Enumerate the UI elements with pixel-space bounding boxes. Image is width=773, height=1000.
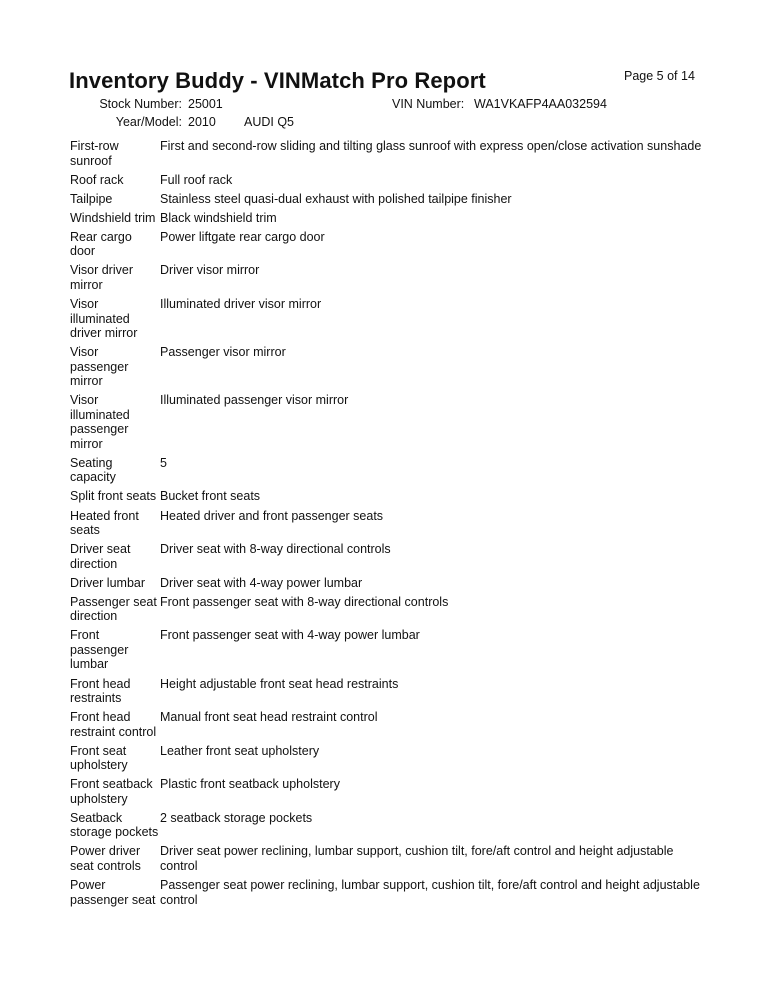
feature-row (70, 345, 710, 393)
feature-value: Passenger seat power reclining, lumbar support, cushion tilt, fore/aft control and height adjustable control (160, 878, 700, 907)
feature-row (70, 878, 710, 912)
feature-row (70, 844, 710, 878)
feature-row (70, 677, 710, 711)
feature-row (70, 263, 710, 297)
feature-name: Driver lumbar (70, 575, 146, 590)
feature-name: Driver seat direction (70, 542, 131, 571)
feature-row (70, 230, 710, 264)
feature-value: Front passenger seat with 8-way directional controls (160, 594, 449, 609)
feature-row (70, 297, 710, 345)
feature-value: Stainless steel quasi-dual exhaust with polished tailpipe finisher (160, 191, 512, 206)
feature-name: Roof rack (70, 172, 124, 187)
feature-value: Manual front seat head restraint control (160, 710, 378, 725)
feature-name: Power passenger seat (70, 878, 156, 907)
feature-value: Bucket front seats (160, 489, 261, 504)
feature-name: Power driver seat controls (70, 844, 141, 873)
vin-number-label: VIN Number: (392, 97, 465, 111)
page-number: Page 5 of 14 (624, 69, 695, 83)
feature-name: Seatback storage pockets (70, 810, 159, 840)
feature-value: Driver visor mirror (160, 263, 260, 278)
feature-name: Visor driver mirror (70, 263, 133, 292)
vin-number-value: WA1VKAFP4AA032594 (474, 97, 607, 111)
feature-name: First-row sunroof (70, 139, 119, 168)
model-value: AUDI Q5 (244, 115, 295, 129)
feature-name: Visor passenger mirror (70, 345, 129, 389)
feature-value: 5 (160, 455, 167, 470)
feature-name: Front head restraint control (70, 710, 157, 739)
feature-name: Front seat upholstery (70, 743, 128, 773)
feature-row (70, 489, 710, 508)
feature-row (70, 777, 710, 811)
feature-rows (70, 139, 710, 912)
feature-row (70, 628, 710, 676)
feature-row (70, 710, 710, 744)
stock-number-value: 25001 (188, 97, 223, 111)
feature-value: First and second-row sliding and tilting glass sunroof with express open/close activation sunshade (160, 139, 702, 153)
feature-row (70, 192, 710, 211)
report-title: Inventory Buddy - VINMatch Pro Report (69, 68, 486, 93)
feature-row (70, 393, 710, 456)
feature-value: Front passenger seat with 4-way power lumbar (160, 628, 420, 643)
feature-value: Illuminated driver visor mirror (160, 297, 322, 312)
feature-value: Power liftgate rear cargo door (160, 229, 325, 244)
feature-name: Tailpipe (70, 191, 113, 206)
feature-value: Driver seat with 4-way power lumbar (160, 575, 363, 590)
feature-value: Plastic front seatback upholstery (160, 777, 340, 792)
year-value: 2010 (188, 115, 216, 129)
feature-row (70, 211, 710, 230)
feature-name: Seating capacity (70, 455, 116, 485)
feature-value: Heated driver and front passenger seats (160, 508, 384, 523)
feature-name: Heated front seats (70, 508, 139, 538)
feature-value: 2 seatback storage pockets (160, 810, 313, 825)
feature-name: Windshield trim (70, 210, 156, 225)
feature-name: Front seatback upholstery (70, 777, 153, 806)
feature-table (70, 139, 710, 912)
feature-name: Passenger seat direction (70, 594, 157, 624)
feature-row (70, 509, 710, 543)
year-model-label: Year/Model: (115, 115, 182, 129)
feature-row (70, 744, 710, 778)
stock-number-label: Stock Number: (99, 97, 182, 111)
feature-value: Leather front seat upholstery (160, 743, 320, 758)
feature-value: Black windshield trim (160, 210, 277, 225)
feature-name: Split front seats (70, 489, 157, 504)
feature-name: Front passenger lumbar (70, 628, 129, 672)
feature-name: Visor illuminated passenger mirror (70, 393, 130, 451)
feature-row (70, 139, 710, 173)
feature-row (70, 173, 710, 192)
feature-row (70, 576, 710, 595)
feature-value: Driver seat power reclining, lumbar support, cushion tilt, fore/aft control and height adjustable control (160, 844, 674, 873)
feature-row (70, 811, 710, 845)
feature-value: Driver seat with 8-way directional controls (160, 542, 391, 557)
feature-value: Height adjustable front seat head restraints (160, 676, 399, 691)
feature-value: Illuminated passenger visor mirror (160, 393, 349, 408)
feature-value: Passenger visor mirror (160, 345, 286, 360)
feature-name: Front head restraints (70, 676, 131, 705)
feature-row (70, 542, 710, 576)
feature-row (70, 456, 710, 490)
feature-name: Rear cargo door (70, 229, 132, 259)
feature-value: Full roof rack (160, 172, 233, 187)
feature-name: Visor illuminated driver mirror (70, 297, 138, 341)
feature-row (70, 595, 710, 629)
